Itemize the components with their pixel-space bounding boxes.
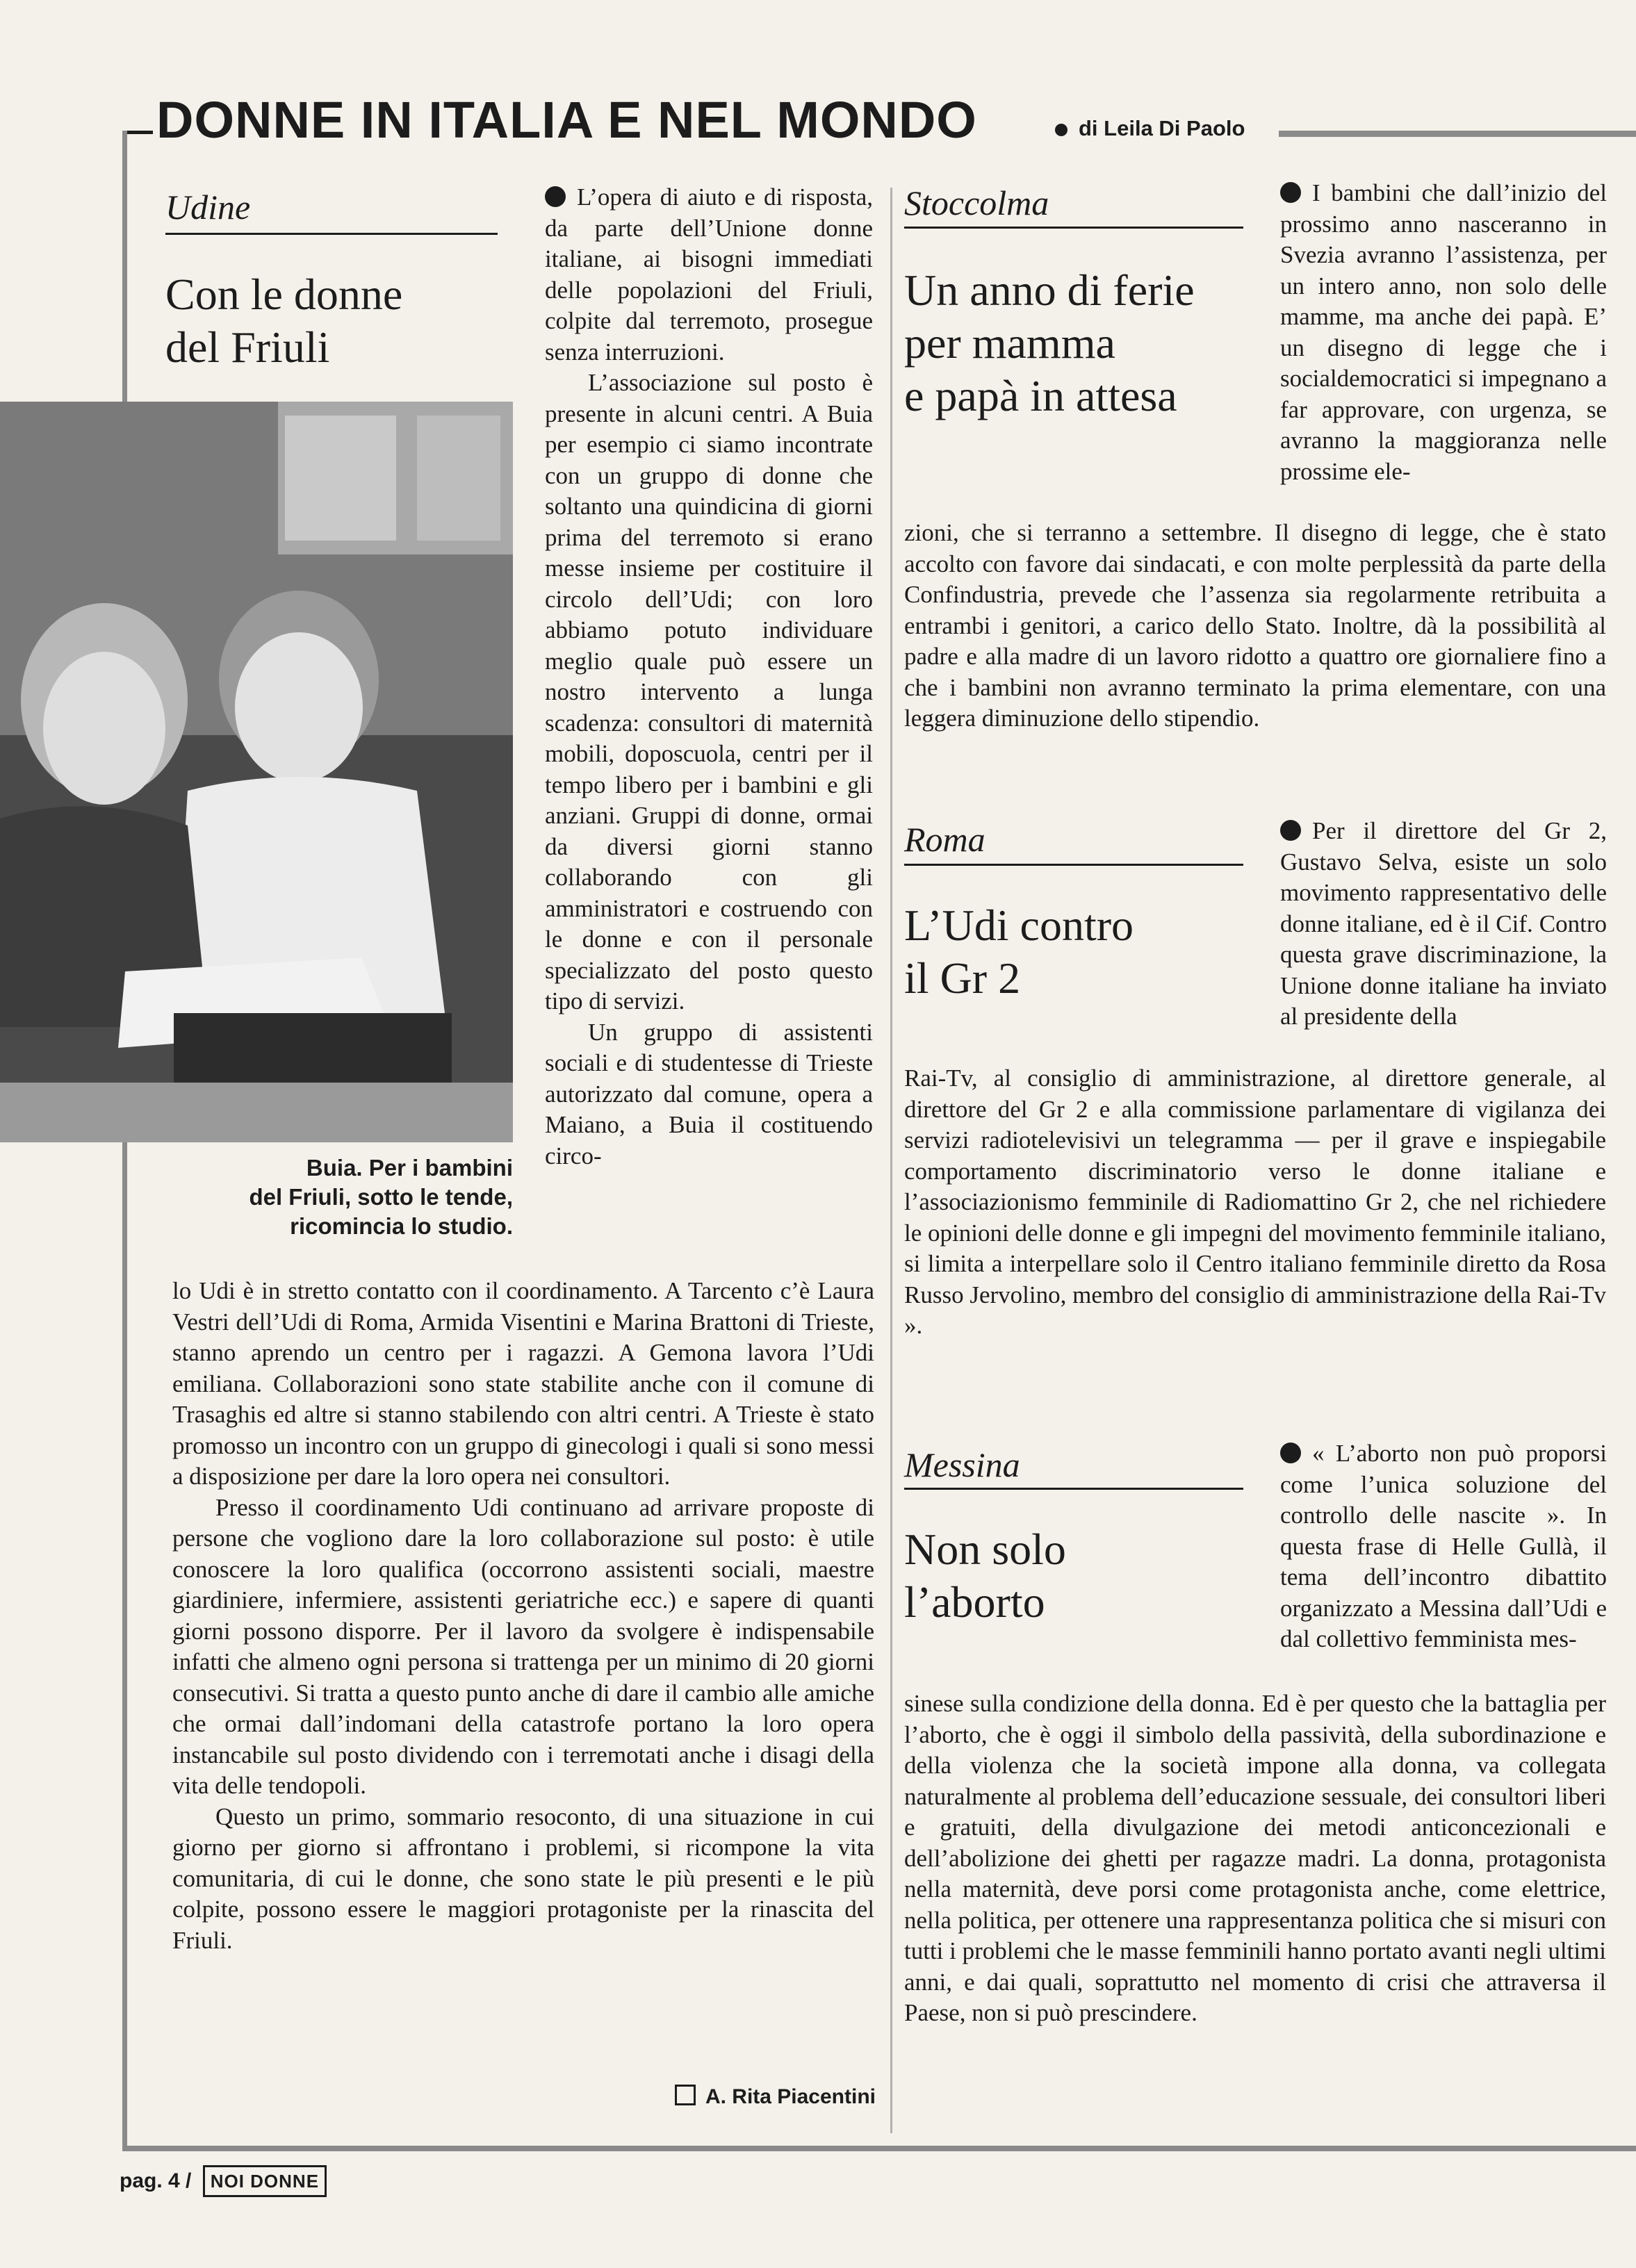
square-icon: [675, 2085, 696, 2105]
bottom-border-rule: [122, 2146, 1636, 2151]
article-stoccolma-wide: zioni, che si terranno a settembre. Il disegno di legge, che è stato accolto con favore dai sindacati, e con molte perplessità da parte della Confindustria, prevede che l’assenza sia regolarmente retribuita a entrambi i genitori, a carico dello Stato. Inoltre, dà la possibilità al padre e alla madre di un lavoro ridotto a quattro ore giornaliere fino a che i bambini non avranno terminato la prima elementare, con una leggera diminuzione dello stipendio.: [904, 519, 1606, 732]
page-footer: [120, 2165, 327, 2197]
column-divider: [890, 188, 892, 2133]
headline-roma: L’Udi contro il Gr 2: [904, 901, 1134, 1003]
headline-udine: Con le donne del Friuli: [165, 270, 403, 372]
section-label-messina: Messina: [904, 1445, 1020, 1484]
byline: di Leila Di Paolo: [1055, 111, 1245, 146]
photo-children-reading: [0, 402, 513, 1142]
article-stoccolma-column: I bambini che dall’inizio del prossimo anno nasceranno in Svezia avranno l’assistenza, per un intero anno, non solo delle mamme, ma anche dei papà. E’ un disegno di legge che i socialdemocratici si impegnano a far approvare, con urgenza, se avranno la maggioranza nelle prossime ele-: [1280, 179, 1607, 485]
headline-stoccolma: Un anno di ferie per mamma e papà in attesa: [904, 265, 1195, 420]
magazine-logo: NOI DONNE: [203, 2165, 327, 2197]
page-number: pag. 4 /: [120, 2169, 192, 2192]
section-rule-stoccolma: [904, 227, 1243, 229]
photo-illustration: [0, 402, 513, 1142]
section-rule-udine: [165, 233, 498, 235]
bullet-dot-icon: [1280, 820, 1301, 841]
article-roma-column: Per il direttore del Gr 2, Gustavo Selva, esiste un solo movimento rappresentativo delle donne italiane, ed è il Cif. Contro questa grave discriminazione, la Unione donne italiane ha inviato al presidente della: [1280, 817, 1607, 1030]
article-messina-wide: sinese sulla condizione della donna. Ed è per questo che la battaglia per l’aborto, che è oggi il simbolo della passività, della subordinazione e della violenza che la società impone alla donna, va collegata naturalmente al problema dell’educazione sessuale, dei consultori liberi e gratuiti, della divulgazione dei metodi anticoncezionali e dell’abolizione dei ghetti per ragazze madri. La donna, protagonista nella maternità, deve porsi come protagonista anche, come elettrice, nella politica, per ottenere una rappresentanza politica che si misuri con tutti i problemi che le masse femminili hanno portato avanti negli ultimi anni, e dai quali, soprattutto nel momento di crisi che attraversa il Paese, non si può prescindere.: [904, 1690, 1606, 2026]
article-udine-column: L’opera di aiuto e di risposta, da parte dell’Unione donne italiane, ai bisogni immediati delle popolazioni del Friuli, colpite dal terremoto, prosegue senza interruzioni. L’associazione sul posto è presente in alcuni centri. A Buia per esempio ci siamo incontrate con un gruppo di donne che soltanto una quindicina di giorni prima del terremoto si erano messe insieme per costituire il circolo dell’Udi; con loro abbiamo potuto individuare meglio quale può essere un nostro intervento a lunga scadenza: consultori di maternità mobili, doposcuola, centri per il tempo libero per i bambini e gli anziani. Gruppi di donne, ormai da diversi giorni stanno collaborando con gli amministratori e costruendo con le donne e con il personale specializzato del posto questo tipo di servizi. Un gruppo di assistenti sociali e di studentesse di Trieste autorizzato dal comune, opera a Maiano, a Buia il costituendo circo-: [545, 183, 873, 1169]
article-messina-column: « L’aborto non può proporsi come l’unica soluzione del controllo delle nascite ». In questa frase di Helle Gullà, il tema dell’incontro dibattito organizzato a Messina dall’Udi e dal collettivo femminista mes-: [1280, 1440, 1607, 1652]
article-roma-wide: Rai-Tv, al consiglio di amministrazione, al direttore generale, al direttore del Gr 2 e alla commissione parlamentare di vigilanza dei servizi radiotelevisivi un telegramma — per il grave e inspiegabile comportamento discriminatorio verso le donne italiane e l’associazionismo femminile di Radiomattino Gr 2, che nel richiedere le opinioni delle donne e gli impegni del movimento femminile italiano, si limita a interpellare solo il Centro italiano femminile diretto da Rosa Russo Jervolino, membro del consiglio di amministrazione della Rai-Tv ».: [904, 1065, 1606, 1339]
article-udine-continued: lo Udi è in stretto contatto con il coordinamento. A Tarcento c’è Laura Vestri dell’Udi di Roma, Armida Visentini e Marina Brattoni di Trieste, stanno aprendo un centro per i ragazzi. A Gemona lavora l’Udi emiliana. Collaborazioni sono state stabilite anche con il comune di Trasaghis ed altre si stanno stabilendo con altri centri. A Trieste è stato promosso un incontro con un gruppo di ginecologi i quali si sono messi a disposizione per dare la loro opera nei consultori. Presso il coordinamento Udi continuano ad arrivare proposte di persone che vogliono dare la loro collaborazione sul posto: è utile conoscere la loro qualifica (occorrono assistenti sociali, maestre giardiniere, infermiere, assistenti geriatriche ecc.) e sapere di quanti giorni possono disporre. Per il lavoro da svolgere è indispensabile infatti che almeno ogni persona si trattenga per un minimo di 20 giorni consecutivi. Si tratta a questo punto anche di dare il cambio alle amiche che ormai dall’indomani della catastrofe portano la loro opera instancabile sul posto dividendo con i terremotati anche i disagi della vita delle tendopoli. Questo un primo, sommario resoconto, di una situazione in cui giorno per giorno si affrontano i problemi, si ricompone la vita comunitaria, di cui le donne, che sono state le più presenti e le più colpite, possono essere le maggiori protagoniste per la rinascita del Friuli.: [172, 1277, 874, 1954]
section-rule-messina: [904, 1488, 1243, 1490]
section-rule-roma: [904, 864, 1243, 866]
section-label-roma: Roma: [904, 820, 985, 859]
headline-messina: Non solo l’aborto: [904, 1525, 1066, 1627]
section-label-udine: Udine: [165, 188, 251, 227]
bullet-dot-icon: [1280, 182, 1301, 203]
bullet-dot-icon: [1055, 124, 1068, 136]
section-label-stoccolma: Stoccolma: [904, 183, 1049, 222]
bullet-dot-icon: [545, 186, 566, 207]
bullet-dot-icon: [1280, 1443, 1301, 1463]
page-title: DONNE IN ITALIA E NEL MONDO: [156, 91, 977, 149]
photo-caption: Buia. Per i bambini del Friuli, sotto le tende, ricomincia lo studio.: [249, 1155, 513, 1239]
author-signature: A. Rita Piacentini: [653, 2083, 876, 2111]
masthead-rule-right: [1279, 131, 1636, 137]
